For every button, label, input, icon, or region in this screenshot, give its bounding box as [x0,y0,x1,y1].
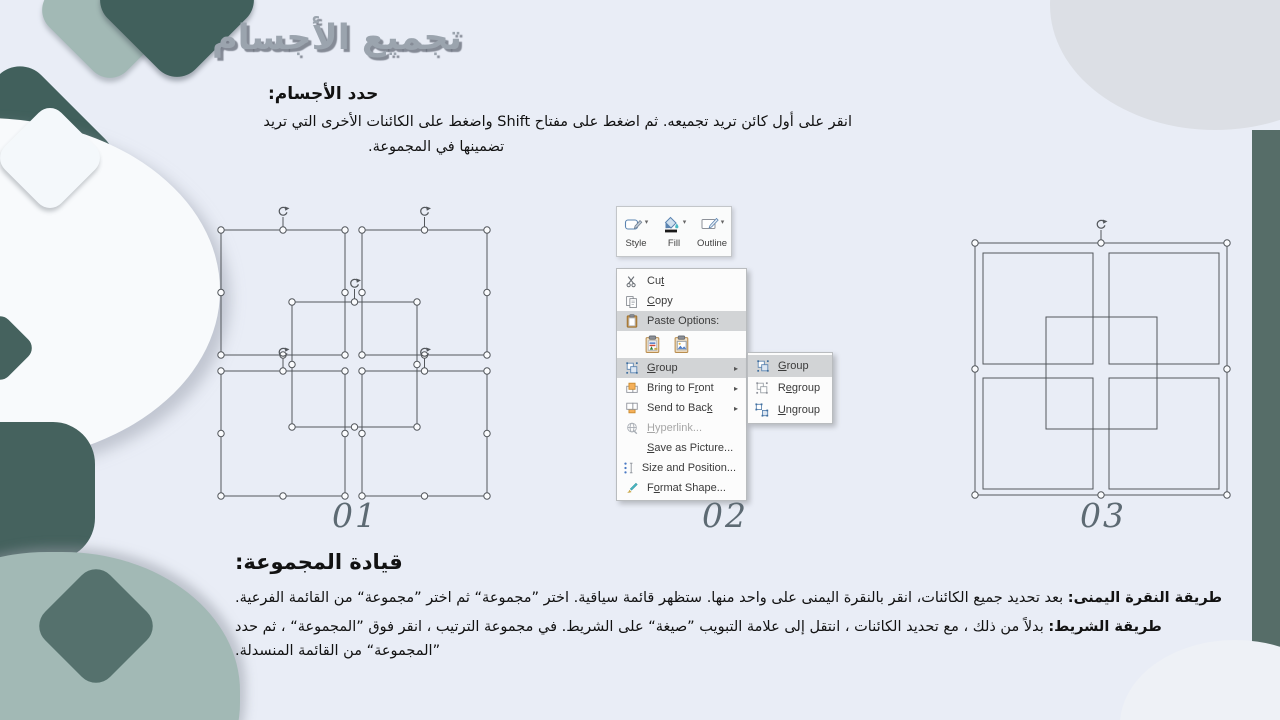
menu-item-format-shape[interactable] [617,478,746,498]
paragraph-lead: طريقة الشريط: [1048,619,1162,635]
fill-button[interactable] [655,207,693,256]
menu-item-label: Send to Back [647,402,713,414]
menu-item-label: Size and Position... [641,462,737,474]
section-heading: حدد الأجسام: [268,84,379,104]
step-number: 03 [1080,496,1126,535]
context-menu [616,268,747,501]
section-text-line: انقر على أول كائن تريد تجميعه. ثم اضغط على مفتاح Shift واضغط على الكائنات الأخرى التي تريد [263,114,852,130]
menu-item-label: Hyperlink... [647,422,703,434]
bring-to-front-icon [620,381,643,395]
decor-dark-rounded-rect [0,422,95,560]
style-button-label: Style [625,238,647,249]
submenu-item-ungroup[interactable] [748,399,832,421]
menu-item-label: Group [778,360,809,372]
paste-as-picture-icon[interactable] [672,334,693,355]
regroup-icon [751,381,774,395]
group-submenu [747,352,833,424]
menu-item-send-to-back[interactable] [617,398,746,418]
copy-icon [620,295,643,308]
paste-clipboard-icon [620,314,643,328]
format-shape-icon [620,481,643,495]
step-number: 02 [702,496,748,535]
send-to-back-icon [620,401,643,415]
fill-bucket-icon [662,216,682,237]
paragraph-body: بدلاً من ذلك ، مع تحديد الكائنات ، انتقل إلى علامة التبويب ”صيغة“ على الشريط. في مجموعة الترتيب ، انقر فوق ”المجموعة“ ، ثم حدد ”المجموعة“ من القائمة المنسدلة. [235,619,1049,659]
paragraph-ribbon-method [235,615,1235,663]
submenu-arrow-icon: ▸ [734,383,739,393]
size-position-icon [620,461,638,475]
menu-item-label: Format Shape... [647,482,726,494]
submenu-arrow-icon: ▸ [734,363,739,373]
decor-top-right-blob [1050,0,1280,130]
outline-pencil-icon [700,216,720,237]
menu-item-bring-to-front[interactable] [617,378,746,398]
paste-options-row [617,331,746,358]
paragraph-lead: طريقة النقرة اليمنى: [1067,590,1223,606]
menu-item-paste-options[interactable] [617,311,746,331]
submenu-item-regroup[interactable] [748,377,832,399]
ungroup-icon [751,403,774,417]
submenu-item-group[interactable] [748,355,832,377]
menu-item-label: Bring to Front [647,382,714,394]
menu-item-group[interactable] [617,358,746,378]
chevron-down-icon: ▾ [720,218,725,226]
menu-item-label: Cut [647,275,665,287]
group-methods-section [235,550,1235,668]
menu-item-label: Paste Options: [647,315,720,327]
hyperlink-icon [620,421,643,435]
shape-style-icon [624,216,644,237]
slide-title: تجميع الأجسام [212,18,462,58]
style-button[interactable] [617,207,655,256]
submenu-arrow-icon: ▸ [734,403,739,413]
menu-item-copy[interactable] [617,291,746,311]
menu-item-label: Copy [647,295,673,307]
selected-objects-diagram[interactable] [205,192,505,512]
menu-item-label: Group [647,362,678,374]
outline-button-label: Outline [696,238,728,249]
menu-item-label: Ungroup [777,404,821,416]
chevron-down-icon: ▾ [644,218,649,226]
menu-item-size-and-position[interactable] [617,458,746,478]
step-number: 01 [332,496,378,535]
group-icon [620,361,643,375]
section-heading: قيادة المجموعة: [235,550,403,574]
mini-format-toolbar [616,206,732,257]
menu-item-hyperlink [617,418,746,438]
select-objects-section [263,84,852,159]
group-icon [751,359,774,373]
chevron-down-icon: ▾ [682,218,687,226]
menu-item-label: Regroup [777,382,821,394]
menu-item-cut[interactable] [617,271,746,291]
menu-item-label: Save as Picture... [647,442,734,454]
section-text-line: تضمينها في المجموعة. [368,139,505,155]
paragraph-right-click-method [235,586,1235,610]
grouped-object-diagram[interactable] [958,192,1258,512]
paragraph-body: بعد تحديد جميع الكائنات، انقر بالنقرة اليمنى على واحد منها. ستظهر قائمة سياقية. اختر ”مجموعة“ ثم اختر ”مجموعة“ من القائمة الفرعية. [235,590,1068,606]
menu-item-save-as-picture[interactable] [617,438,746,458]
scissors-icon [620,275,643,288]
fill-button-label: Fill [667,238,681,249]
outline-button[interactable] [693,207,731,256]
paste-keep-source-formatting-icon[interactable] [643,334,664,355]
